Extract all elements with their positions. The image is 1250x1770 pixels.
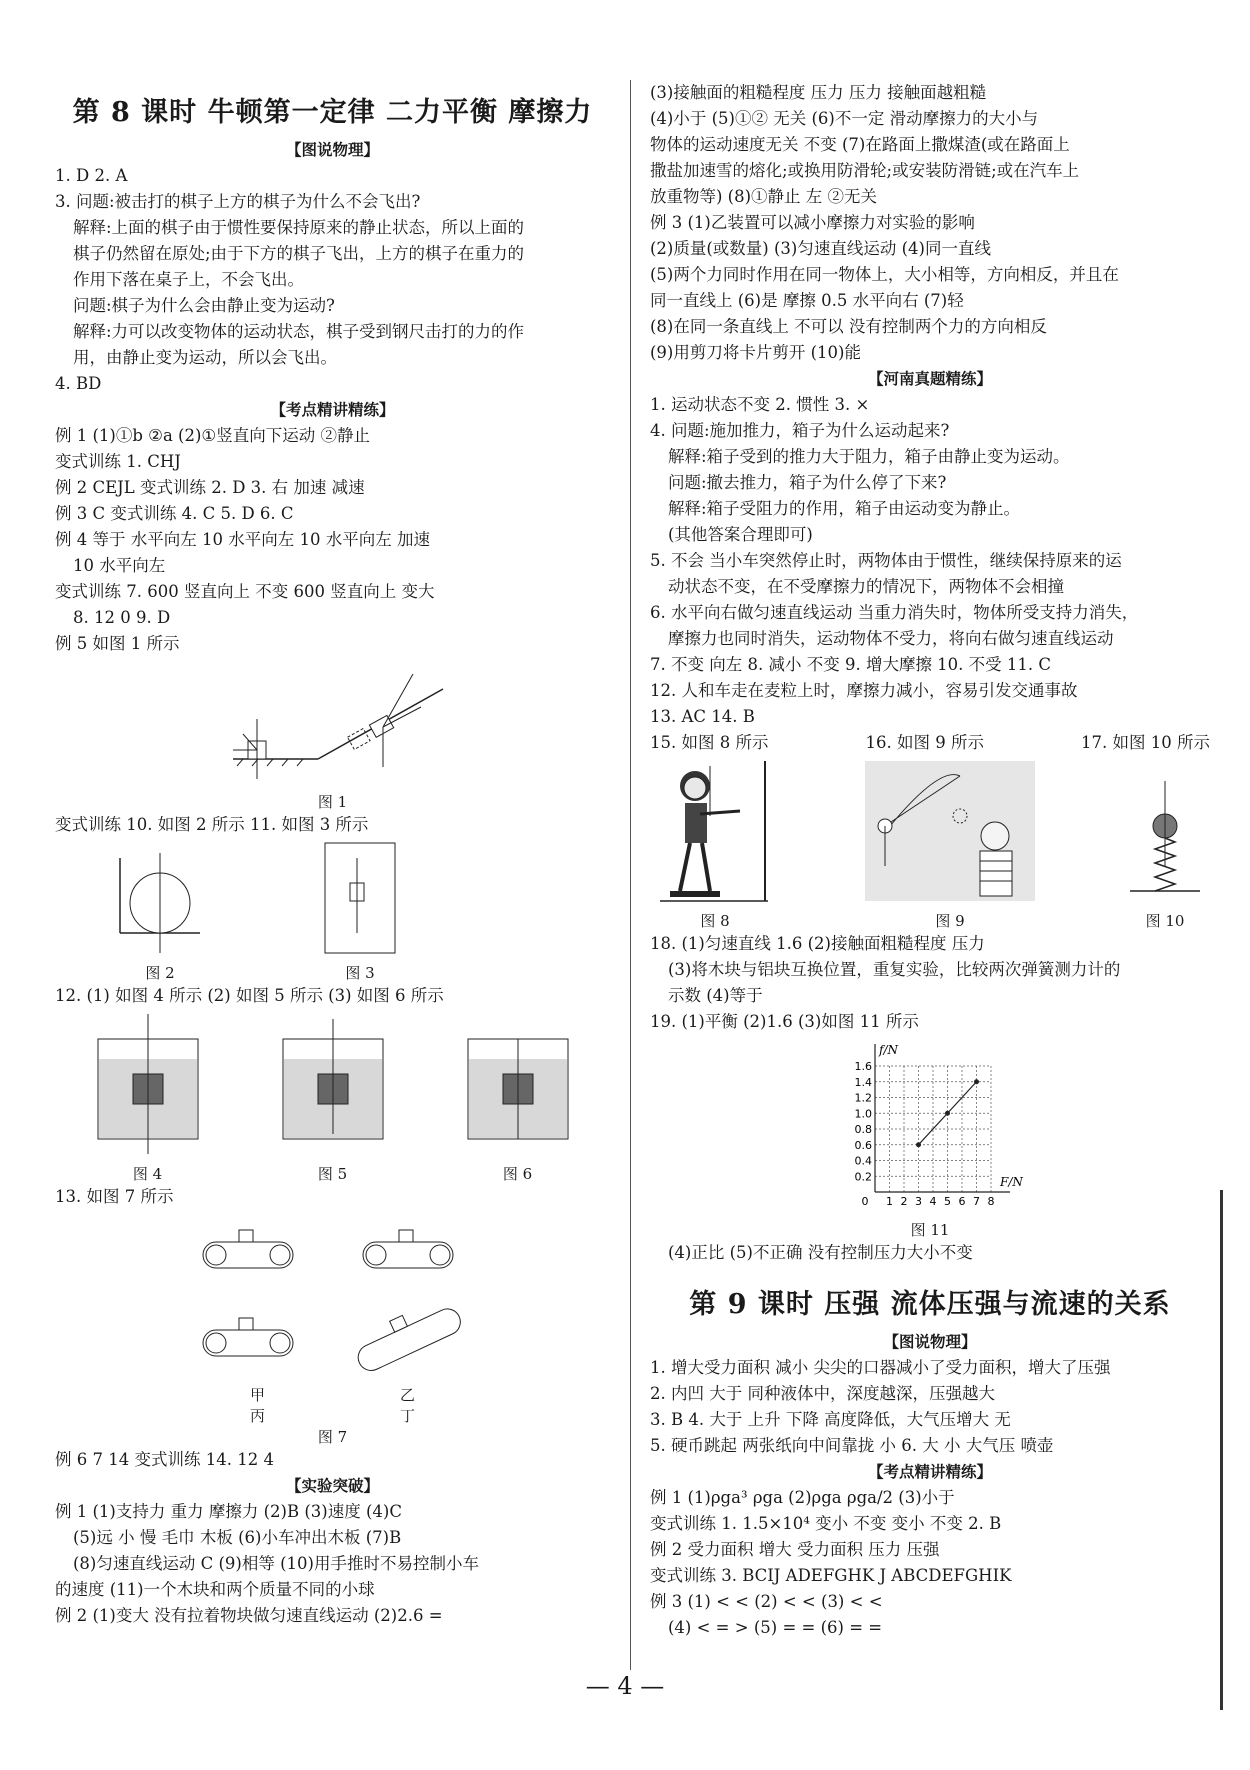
x-tick-label: 8 — [987, 1195, 995, 1208]
answer-line: 变式训练 3. BCIJ ADEFGHK J ABCDEFGHIK — [650, 1566, 1012, 1585]
answer-line: (4)正比 (5)不正确 没有控制压力大小不变 — [668, 1243, 973, 1262]
answer-line: 变式训练 7. 600 竖直向上 不变 600 竖直向上 变大 — [55, 582, 435, 601]
data-point — [916, 1142, 921, 1147]
answer-line: (5)远 小 慢 毛巾 木板 (6)小车冲出木板 (7)B — [73, 1528, 402, 1547]
answer-line: 解释:力可以改变物体的运动状态，棋子受到钢尺击打的力的作 — [73, 322, 525, 341]
figure-caption: 图 11 — [910, 1221, 950, 1239]
answer-line: (9)用剪刀将卡片剪开 (10)能 — [650, 343, 861, 362]
answer-line: 解释:箱子受到的推力大于阻力，箱子由静止变为运动。 — [668, 447, 1070, 466]
column-divider — [630, 80, 631, 1670]
answer-line: 变式训练 10. 如图 2 所示 11. 如图 3 所示 — [55, 815, 369, 834]
answer-line: 放重物等) (8)①静止 左 ②无关 — [650, 187, 878, 206]
y-axis-label: f/N — [879, 1043, 898, 1057]
answer-line: 动状态不变，在不受摩擦力的情况下，两物体不会相撞 — [668, 577, 1064, 596]
answer-line: 问题:棋子为什么会由静止变为运动? — [73, 296, 335, 315]
answer-line: 1. 增大受力面积 减小 尖尖的口器减小了受力面积，增大了压强 — [650, 1358, 1111, 1377]
data-point — [945, 1111, 950, 1116]
answer-line: 18. (1)匀速直线 1.6 (2)接触面粗糙程度 压力 — [650, 934, 985, 953]
figure-9-illustration — [860, 756, 1040, 906]
answer-line: 的速度 (11)一个木块和两个质量不同的小球 — [55, 1580, 375, 1599]
figure-caption: 图 1 — [317, 793, 348, 811]
x-tick-label: 1 — [886, 1195, 893, 1208]
answer-line: 10 水平向左 — [73, 556, 166, 575]
y-tick-label: 0.2 — [854, 1170, 872, 1184]
answer-line: (8)在同一条直线上 不可以 没有控制两个力的方向相反 — [650, 317, 1047, 336]
figure-6-diagram — [458, 1009, 578, 1159]
answer-line: 棋子仍然留在原处;由于下方的棋子飞出，上方的棋子在重力的 — [73, 244, 525, 263]
answer-line: 6. 水平向右做匀速直线运动 当重力消失时，物体所受支持力消失， — [650, 603, 1139, 622]
figure-2-diagram — [105, 848, 215, 958]
answer-line: 7. 不变 向左 8. 减小 不变 9. 增大摩擦 10. 不受 11. C — [650, 655, 1052, 674]
figure-caption: 图 5 — [317, 1165, 348, 1183]
answer-line: 用，由静止变为运动，所以会飞出。 — [73, 348, 337, 367]
answer-line: 例 4 等于 水平向左 10 水平向左 10 水平向左 加速 — [55, 530, 430, 549]
figure-caption: 图 3 — [345, 964, 375, 982]
answer-line: 15. 如图 8 所示 — [650, 733, 769, 752]
y-tick-label: 1.2 — [854, 1091, 872, 1105]
section-tushuo: 【图说物理】 — [285, 140, 379, 159]
y-tick-label: 1.4 — [854, 1075, 872, 1089]
answer-line: (5)两个力同时作用在同一物体上，大小相等，方向相反，并且在 — [650, 265, 1119, 284]
section-tushuo: 【图说物理】 — [883, 1332, 977, 1351]
answer-line: 例 3 C 变式训练 4. C 5. D 6. C — [55, 504, 294, 523]
answer-line: 例 3 (1) < < (2) < < (3) < < — [650, 1592, 883, 1611]
answer-line: 例 1 (1)①b ②a (2)①竖直向下运动 ②静止 — [55, 426, 370, 445]
answer-line: 8. 12 0 9. D — [73, 608, 171, 627]
answer-line: 16. 如图 9 所示 — [865, 733, 984, 752]
section-shiyan: 【实验突破】 — [285, 1476, 379, 1495]
figure-7-label-ding: 丁 — [399, 1407, 415, 1425]
figure-11-chart — [830, 1037, 1030, 1217]
answer-line: 例 1 (1)ρga³ ρga (2)ρga ρga/2 (3)小于 — [650, 1488, 955, 1507]
answer-line: 变式训练 1. CHJ — [55, 452, 181, 471]
answer-line: (其他答案合理即可) — [668, 525, 813, 544]
answer-line: 例 3 (1)乙装置可以减小摩擦力对实验的影响 — [650, 213, 975, 232]
figure-7-diagram — [183, 1212, 483, 1382]
figure-caption: 图 9 — [935, 912, 965, 930]
figure-1-diagram — [173, 659, 493, 789]
answer-line: 物体的运动速度无关 不变 (7)在路面上撒煤渣(或在路面上 — [650, 135, 1070, 154]
lesson9-title: 第 9 课时 压强 流体压强与流速的关系 — [689, 1289, 1171, 1320]
answer-line: 12. 人和车走在麦粒上时，摩擦力减小，容易引发交通事故 — [650, 681, 1078, 700]
section-henan: 【河南真题精练】 — [867, 369, 992, 388]
figure-caption: 图 6 — [502, 1165, 533, 1183]
answer-line: 撒盐加速雪的熔化;或换用防滑轮;或安装防滑链;或在汽车上 — [650, 161, 1080, 180]
answer-line: 解释:箱子受阻力的作用，箱子由运动变为静止。 — [668, 499, 1021, 518]
figure-7-label-jia: 甲 — [249, 1386, 265, 1404]
answer-line: 问题:撤去推力，箱子为什么停了下来? — [668, 473, 947, 492]
answer-line: 1. D 2. A — [55, 166, 128, 185]
answer-line: 解释:上面的棋子由于惯性要保持原来的静止状态，所以上面的 — [73, 218, 525, 237]
lesson8-title: 第 8 课时 牛顿第一定律 二力平衡 摩擦力 — [72, 97, 593, 128]
left-column — [55, 80, 610, 1629]
figure-8-illustration — [650, 756, 780, 906]
answer-line: (3)将木块与铝块互换位置，重复实验，比较两次弹簧测力计的 — [668, 960, 1121, 979]
figure-caption: 图 4 — [132, 1165, 163, 1183]
answer-line: 例 2 CEJL 变式训练 2. D 3. 右 加速 减速 — [55, 478, 365, 497]
answer-line: 例 2 (1)变大 没有拉着物块做匀速直线运动 (2)2.6 = — [55, 1606, 443, 1625]
figure-caption: 图 10 — [1145, 912, 1185, 930]
origin-label: 0 — [861, 1195, 869, 1208]
figure-4-diagram — [88, 1009, 208, 1159]
answer-line: (4) < = > (5) = = (6) = = — [668, 1618, 883, 1637]
right-column — [650, 80, 1210, 1641]
figure-3-diagram — [315, 838, 405, 958]
y-tick-label: 0.8 — [854, 1123, 872, 1136]
answer-line: 摩擦力也同时消失，运动物体不受力，将向右做匀速直线运动 — [668, 629, 1114, 648]
answer-line: 变式训练 1. 1.5×10⁴ 变小 不变 变小 不变 2. B — [650, 1514, 1002, 1533]
figure-caption: 图 2 — [145, 964, 175, 982]
answer-line: 1. 运动状态不变 2. 惯性 3. × — [650, 395, 870, 414]
answer-line: 例 6 7 14 变式训练 14. 12 4 — [55, 1450, 274, 1469]
answer-line: 3. B 4. 大于 上升 下降 高度降低，大气压增大 无 — [650, 1410, 1011, 1429]
section-kaodian: 【考点精讲精练】 — [867, 1462, 992, 1481]
x-tick-label: 2 — [900, 1195, 908, 1208]
answer-line: (2)质量(或数量) (3)匀速直线运动 (4)同一直线 — [650, 239, 991, 258]
answer-line: (3)接触面的粗糙程度 压力 压力 接触面越粗糙 — [650, 83, 987, 102]
x-tick-label: 4 — [929, 1195, 937, 1208]
figure-10-diagram — [1120, 756, 1210, 906]
answer-line: 例 5 如图 1 所示 — [55, 634, 180, 653]
figure-caption: 图 7 — [317, 1428, 348, 1446]
x-tick-label: 6 — [958, 1195, 966, 1208]
figure-caption: 图 8 — [700, 912, 730, 930]
page-edge-bar — [1220, 1190, 1223, 1710]
section-kaodian: 【考点精讲精练】 — [270, 400, 395, 419]
x-tick-label: 3 — [915, 1195, 922, 1208]
answer-line: 2. 内凹 大于 同种液体中，深度越深，压强越大 — [650, 1384, 995, 1403]
data-point — [974, 1079, 979, 1084]
answer-line: 作用下落在桌子上，不会飞出。 — [73, 270, 304, 289]
answer-line: 13. 如图 7 所示 — [55, 1187, 174, 1206]
figure-7-label-bing: 丙 — [249, 1407, 265, 1425]
y-tick-label: 0.4 — [854, 1154, 872, 1168]
figure-5-diagram — [273, 1009, 393, 1159]
answer-line: 19. (1)平衡 (2)1.6 (3)如图 11 所示 — [650, 1012, 919, 1031]
answer-line: 12. (1) 如图 4 所示 (2) 如图 5 所示 (3) 如图 6 所示 — [55, 986, 444, 1005]
answer-line: (4)小于 (5)①② 无关 (6)不一定 滑动摩擦力的大小与 — [650, 109, 1039, 128]
answer-line: 4. 问题:施加推力，箱子为什么运动起来? — [650, 421, 950, 440]
answer-line: 3. 问题:被击打的棋子上方的棋子为什么不会飞出? — [55, 192, 421, 211]
answer-line: 例 2 受力面积 增大 受力面积 压力 压强 — [650, 1540, 940, 1559]
answer-line: 同一直线上 (6)是 摩擦 0.5 水平向右 (7)轻 — [650, 291, 964, 310]
x-tick-label: 7 — [973, 1195, 980, 1208]
answer-line: 例 1 (1)支持力 重力 摩擦力 (2)B (3)速度 (4)C — [55, 1502, 402, 1521]
answer-line: 4. BD — [55, 374, 102, 393]
x-axis-label: F/N — [1000, 1175, 1023, 1189]
answer-line: 5. 不会 当小车突然停止时，两物体由于惯性，继续保持原来的运 — [650, 551, 1122, 570]
x-tick-label: 5 — [944, 1195, 951, 1208]
y-tick-label: 1.0 — [854, 1107, 872, 1121]
y-tick-label: 0.6 — [854, 1138, 872, 1152]
y-tick-label: 1.6 — [854, 1060, 872, 1073]
page-number: — 4 — — [585, 1672, 665, 1700]
answer-line: (8)匀速直线运动 C (9)相等 (10)用手推时不易控制小车 — [73, 1554, 479, 1573]
answer-line: 13. AC 14. B — [650, 707, 755, 726]
answer-line: 17. 如图 10 所示 — [1081, 733, 1210, 752]
answer-line: 5. 硬币跳起 两张纸向中间靠拢 小 6. 大 小 大气压 喷壶 — [650, 1436, 1054, 1455]
answer-line: 示数 (4)等于 — [668, 986, 763, 1005]
figure-7-label-yi: 乙 — [399, 1386, 415, 1404]
